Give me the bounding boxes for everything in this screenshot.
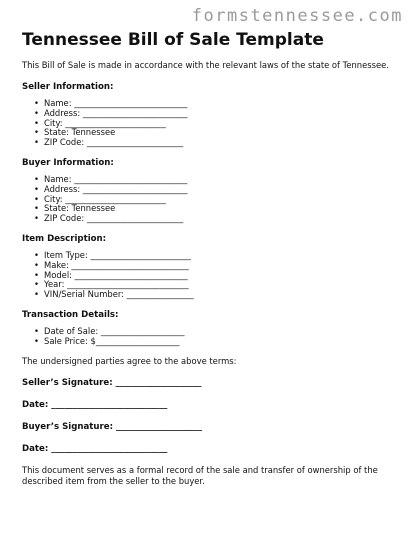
buyer-heading: Buyer Information: xyxy=(22,157,114,168)
item-list xyxy=(22,251,397,300)
sale-price-field: • Sale Price: $____________________ xyxy=(44,337,397,347)
buyer-signature-line: Buyer’s Signature: ____________________ xyxy=(22,421,202,432)
document-title: Tennessee Bill of Sale Template xyxy=(22,30,324,50)
buyer-state-field: • State: Tennessee xyxy=(44,204,397,214)
seller-zip-field: • ZIP Code: _______________________ xyxy=(44,138,397,148)
item-make-field: • Make: ____________________________ xyxy=(44,261,397,271)
buyer-date-line: Date: ___________________________ xyxy=(22,443,168,454)
seller-date-line: Date: ___________________________ xyxy=(22,399,168,410)
agreement-text: The undersigned parties agree to the above terms: xyxy=(22,355,237,366)
transaction-heading: Transaction Details: xyxy=(22,309,119,320)
seller-signature-line: Seller’s Signature: ____________________ xyxy=(22,377,202,388)
site-watermark: formstennessee.com xyxy=(191,6,403,26)
buyer-list xyxy=(22,175,397,224)
seller-heading: Seller Information: xyxy=(22,82,114,92)
transaction-list xyxy=(22,327,397,347)
seller-city-field: • City: ________________________ xyxy=(44,119,397,129)
buyer-city-field: • City: ________________________ xyxy=(44,195,397,205)
item-type-field: • Item Type: ________________________ xyxy=(44,251,397,261)
seller-list xyxy=(22,99,397,148)
seller-state-field: • State: Tennessee xyxy=(44,128,397,138)
buyer-name-field: • Name: ___________________________ xyxy=(44,175,397,185)
buyer-address-field: • Address: _________________________ xyxy=(44,185,397,195)
seller-name-field: • Name: ___________________________ xyxy=(44,99,397,109)
seller-address-field: • Address: _________________________ xyxy=(44,109,397,119)
item-year-field: • Year: _____________________________ xyxy=(44,280,397,290)
item-vin-field: • VIN/Serial Number: ________________ xyxy=(44,290,397,300)
item-model-field: • Model: ___________________________ xyxy=(44,271,397,281)
closing-paragraph: This document serves as a formal record of the sale and transfer of ownership of the described item from the seller to the buyer. xyxy=(22,464,378,486)
sale-date-field: • Date of Sale: ____________________ xyxy=(44,327,397,337)
bill-of-sale-document xyxy=(22,30,397,494)
intro-paragraph: This Bill of Sale is made in accordance with the relevant laws of the state of Tennessee. xyxy=(22,60,389,70)
buyer-zip-field: • ZIP Code: _______________________ xyxy=(44,214,397,224)
item-heading: Item Description: xyxy=(22,233,107,244)
